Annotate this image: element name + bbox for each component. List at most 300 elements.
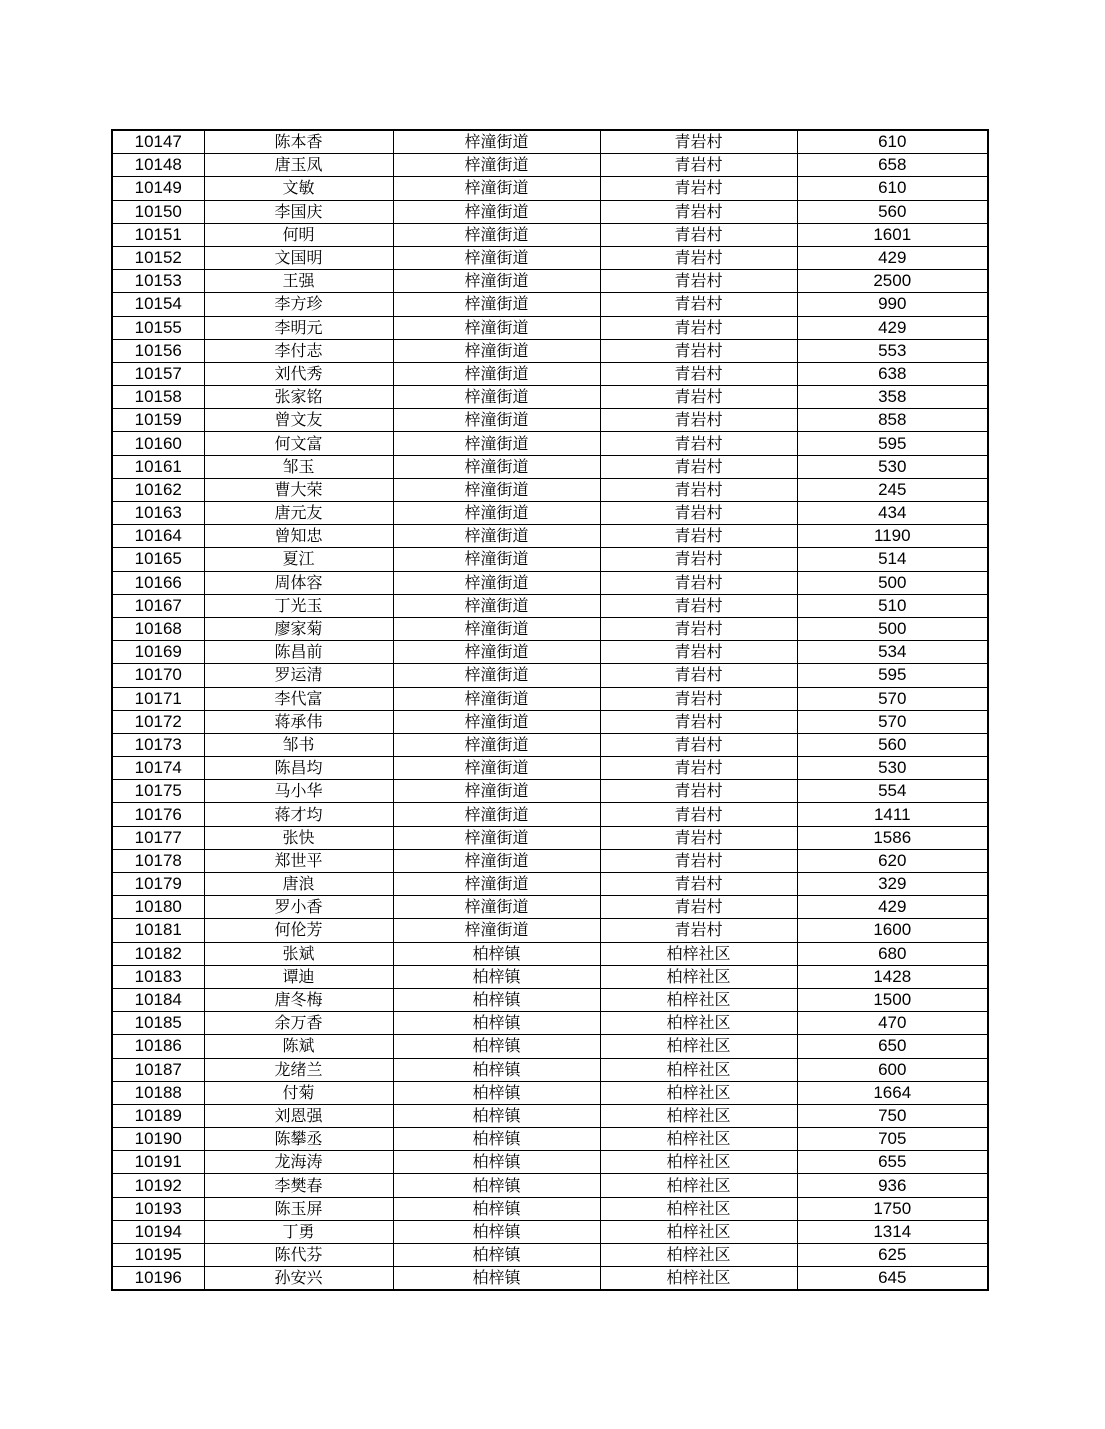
table-row [112, 826, 988, 849]
town-cell: 梓潼街道 [393, 525, 600, 548]
village-cell: 青岩村 [600, 362, 797, 385]
table-row [112, 455, 988, 478]
town-cell: 梓潼街道 [393, 316, 600, 339]
village-cell: 青岩村 [600, 733, 797, 756]
person-name-cell: 何文富 [204, 432, 393, 455]
person-name-cell: 孙安兴 [204, 1267, 393, 1291]
record-id-cell: 10158 [112, 386, 204, 409]
record-id-cell: 10188 [112, 1081, 204, 1104]
table-row [112, 710, 988, 733]
amount-cell: 595 [797, 432, 988, 455]
record-id-cell: 10164 [112, 525, 204, 548]
village-cell: 青岩村 [600, 873, 797, 896]
table-row [112, 1244, 988, 1267]
person-name-cell: 马小华 [204, 780, 393, 803]
person-name-cell: 龙绪兰 [204, 1058, 393, 1081]
record-id-cell: 10185 [112, 1012, 204, 1035]
record-id-cell: 10179 [112, 873, 204, 896]
record-id-cell: 10190 [112, 1128, 204, 1151]
village-cell: 柏梓社区 [600, 1081, 797, 1104]
village-cell: 青岩村 [600, 525, 797, 548]
record-id-cell: 10172 [112, 710, 204, 733]
village-cell: 青岩村 [600, 617, 797, 640]
record-id-cell: 10184 [112, 988, 204, 1011]
amount-cell: 650 [797, 1035, 988, 1058]
town-cell: 梓潼街道 [393, 386, 600, 409]
record-id-cell: 10157 [112, 362, 204, 385]
amount-cell: 625 [797, 1244, 988, 1267]
table-row [112, 548, 988, 571]
person-name-cell: 何伦芳 [204, 919, 393, 942]
village-cell: 青岩村 [600, 687, 797, 710]
table-row [112, 293, 988, 316]
town-cell: 柏梓镇 [393, 1197, 600, 1220]
amount-cell: 329 [797, 873, 988, 896]
person-name-cell: 罗运清 [204, 664, 393, 687]
person-name-cell: 陈本香 [204, 130, 393, 154]
village-cell: 青岩村 [600, 710, 797, 733]
amount-cell: 936 [797, 1174, 988, 1197]
town-cell: 梓潼街道 [393, 687, 600, 710]
town-cell: 柏梓镇 [393, 1151, 600, 1174]
village-cell: 柏梓社区 [600, 988, 797, 1011]
person-name-cell: 余万香 [204, 1012, 393, 1035]
village-cell: 柏梓社区 [600, 1174, 797, 1197]
village-cell: 青岩村 [600, 594, 797, 617]
town-cell: 梓潼街道 [393, 826, 600, 849]
person-name-cell: 刘恩强 [204, 1104, 393, 1127]
table-row [112, 571, 988, 594]
person-name-cell: 李国庆 [204, 200, 393, 223]
town-cell: 柏梓镇 [393, 1174, 600, 1197]
table-row [112, 1197, 988, 1220]
village-cell: 青岩村 [600, 896, 797, 919]
village-cell: 柏梓社区 [600, 1104, 797, 1127]
table-row [112, 1035, 988, 1058]
village-cell: 柏梓社区 [600, 1244, 797, 1267]
amount-cell: 570 [797, 687, 988, 710]
table-row [112, 1151, 988, 1174]
record-id-cell: 10178 [112, 849, 204, 872]
amount-cell: 680 [797, 942, 988, 965]
village-cell: 青岩村 [600, 664, 797, 687]
amount-cell: 1500 [797, 988, 988, 1011]
record-id-cell: 10193 [112, 1197, 204, 1220]
village-cell: 青岩村 [600, 316, 797, 339]
amount-cell: 705 [797, 1128, 988, 1151]
village-cell: 柏梓社区 [600, 1035, 797, 1058]
village-cell: 柏梓社区 [600, 1220, 797, 1243]
village-cell: 青岩村 [600, 919, 797, 942]
amount-cell: 610 [797, 130, 988, 154]
village-cell: 青岩村 [600, 455, 797, 478]
person-name-cell: 陈斌 [204, 1035, 393, 1058]
town-cell: 柏梓镇 [393, 1035, 600, 1058]
person-name-cell: 邹玉 [204, 455, 393, 478]
record-id-cell: 10154 [112, 293, 204, 316]
person-name-cell: 陈玉屏 [204, 1197, 393, 1220]
person-name-cell: 张家铭 [204, 386, 393, 409]
town-cell: 梓潼街道 [393, 571, 600, 594]
person-name-cell: 陈昌均 [204, 757, 393, 780]
town-cell: 梓潼街道 [393, 130, 600, 154]
town-cell: 梓潼街道 [393, 849, 600, 872]
village-cell: 青岩村 [600, 409, 797, 432]
town-cell: 梓潼街道 [393, 362, 600, 385]
amount-cell: 434 [797, 502, 988, 525]
record-id-cell: 10148 [112, 154, 204, 177]
village-cell: 柏梓社区 [600, 1197, 797, 1220]
table-row [112, 339, 988, 362]
amount-cell: 655 [797, 1151, 988, 1174]
person-name-cell: 何明 [204, 223, 393, 246]
village-cell: 青岩村 [600, 502, 797, 525]
village-cell: 柏梓社区 [600, 1058, 797, 1081]
record-id-cell: 10171 [112, 687, 204, 710]
village-cell: 柏梓社区 [600, 1128, 797, 1151]
table-row [112, 1058, 988, 1081]
record-id-cell: 10153 [112, 270, 204, 293]
record-id-cell: 10180 [112, 896, 204, 919]
person-name-cell: 曹大荣 [204, 478, 393, 501]
person-name-cell: 龙海涛 [204, 1151, 393, 1174]
table-row [112, 409, 988, 432]
amount-cell: 553 [797, 339, 988, 362]
record-id-cell: 10155 [112, 316, 204, 339]
record-id-cell: 10168 [112, 617, 204, 640]
town-cell: 柏梓镇 [393, 1220, 600, 1243]
table-row [112, 733, 988, 756]
village-cell: 柏梓社区 [600, 1012, 797, 1035]
record-id-cell: 10162 [112, 478, 204, 501]
record-id-cell: 10191 [112, 1151, 204, 1174]
table-row [112, 988, 988, 1011]
record-id-cell: 10150 [112, 200, 204, 223]
village-cell: 青岩村 [600, 432, 797, 455]
record-id-cell: 10174 [112, 757, 204, 780]
record-id-cell: 10183 [112, 965, 204, 988]
amount-cell: 645 [797, 1267, 988, 1291]
amount-cell: 750 [797, 1104, 988, 1127]
record-id-cell: 10159 [112, 409, 204, 432]
person-name-cell: 陈昌前 [204, 641, 393, 664]
table-row [112, 154, 988, 177]
record-id-cell: 10175 [112, 780, 204, 803]
table-row [112, 896, 988, 919]
record-id-cell: 10149 [112, 177, 204, 200]
amount-cell: 530 [797, 757, 988, 780]
village-cell: 青岩村 [600, 826, 797, 849]
village-cell: 青岩村 [600, 386, 797, 409]
amount-cell: 554 [797, 780, 988, 803]
record-id-cell: 10170 [112, 664, 204, 687]
table-row [112, 1012, 988, 1035]
village-cell: 青岩村 [600, 571, 797, 594]
amount-cell: 358 [797, 386, 988, 409]
amount-cell: 570 [797, 710, 988, 733]
person-name-cell: 丁勇 [204, 1220, 393, 1243]
table-row [112, 1174, 988, 1197]
record-id-cell: 10194 [112, 1220, 204, 1243]
amount-cell: 990 [797, 293, 988, 316]
amount-cell: 610 [797, 177, 988, 200]
record-id-cell: 10147 [112, 130, 204, 154]
town-cell: 柏梓镇 [393, 942, 600, 965]
table-row [112, 664, 988, 687]
town-cell: 梓潼街道 [393, 432, 600, 455]
town-cell: 梓潼街道 [393, 339, 600, 362]
village-cell: 青岩村 [600, 270, 797, 293]
village-cell: 青岩村 [600, 246, 797, 269]
person-name-cell: 陈代芬 [204, 1244, 393, 1267]
person-name-cell: 李樊春 [204, 1174, 393, 1197]
table-row [112, 478, 988, 501]
town-cell: 梓潼街道 [393, 502, 600, 525]
village-cell: 柏梓社区 [600, 942, 797, 965]
record-id-cell: 10161 [112, 455, 204, 478]
person-name-cell: 廖家菊 [204, 617, 393, 640]
table-row [112, 432, 988, 455]
person-name-cell: 文国明 [204, 246, 393, 269]
record-id-cell: 10189 [112, 1104, 204, 1127]
record-id-cell: 10192 [112, 1174, 204, 1197]
town-cell: 梓潼街道 [393, 617, 600, 640]
town-cell: 柏梓镇 [393, 1012, 600, 1035]
person-name-cell: 郑世平 [204, 849, 393, 872]
record-id-cell: 10166 [112, 571, 204, 594]
town-cell: 梓潼街道 [393, 200, 600, 223]
table-row [112, 223, 988, 246]
person-name-cell: 丁光玉 [204, 594, 393, 617]
amount-cell: 245 [797, 478, 988, 501]
table-row [112, 362, 988, 385]
person-name-cell: 付菊 [204, 1081, 393, 1104]
person-name-cell: 罗小香 [204, 896, 393, 919]
record-id-cell: 10176 [112, 803, 204, 826]
town-cell: 梓潼街道 [393, 177, 600, 200]
village-cell: 青岩村 [600, 757, 797, 780]
village-cell: 青岩村 [600, 803, 797, 826]
table-row [112, 1128, 988, 1151]
village-cell: 青岩村 [600, 780, 797, 803]
amount-cell: 1601 [797, 223, 988, 246]
table-row [112, 200, 988, 223]
person-name-cell: 唐浪 [204, 873, 393, 896]
record-id-cell: 10187 [112, 1058, 204, 1081]
town-cell: 柏梓镇 [393, 1104, 600, 1127]
person-name-cell: 唐元友 [204, 502, 393, 525]
table-row [112, 803, 988, 826]
table-row [112, 617, 988, 640]
village-cell: 青岩村 [600, 548, 797, 571]
amount-cell: 530 [797, 455, 988, 478]
person-name-cell: 文敏 [204, 177, 393, 200]
town-cell: 梓潼街道 [393, 246, 600, 269]
table-row [112, 1081, 988, 1104]
town-cell: 梓潼街道 [393, 780, 600, 803]
village-cell: 青岩村 [600, 339, 797, 362]
town-cell: 柏梓镇 [393, 988, 600, 1011]
person-name-cell: 蒋承伟 [204, 710, 393, 733]
table-row [112, 594, 988, 617]
amount-cell: 429 [797, 246, 988, 269]
town-cell: 柏梓镇 [393, 965, 600, 988]
table-row [112, 873, 988, 896]
record-id-cell: 10196 [112, 1267, 204, 1291]
record-id-cell: 10181 [112, 919, 204, 942]
village-cell: 青岩村 [600, 293, 797, 316]
amount-cell: 560 [797, 733, 988, 756]
record-id-cell: 10160 [112, 432, 204, 455]
person-name-cell: 周体容 [204, 571, 393, 594]
town-cell: 梓潼街道 [393, 733, 600, 756]
records-table [111, 129, 989, 1291]
table-row [112, 942, 988, 965]
person-name-cell: 谭迪 [204, 965, 393, 988]
town-cell: 梓潼街道 [393, 594, 600, 617]
amount-cell: 1314 [797, 1220, 988, 1243]
town-cell: 梓潼街道 [393, 548, 600, 571]
record-id-cell: 10186 [112, 1035, 204, 1058]
table-row [112, 270, 988, 293]
amount-cell: 2500 [797, 270, 988, 293]
amount-cell: 1586 [797, 826, 988, 849]
village-cell: 青岩村 [600, 478, 797, 501]
person-name-cell: 张斌 [204, 942, 393, 965]
person-name-cell: 曾文友 [204, 409, 393, 432]
table-row [112, 757, 988, 780]
town-cell: 梓潼街道 [393, 757, 600, 780]
village-cell: 青岩村 [600, 641, 797, 664]
town-cell: 梓潼街道 [393, 919, 600, 942]
table-row [112, 386, 988, 409]
town-cell: 柏梓镇 [393, 1058, 600, 1081]
amount-cell: 500 [797, 571, 988, 594]
record-id-cell: 10151 [112, 223, 204, 246]
amount-cell: 429 [797, 316, 988, 339]
record-id-cell: 10182 [112, 942, 204, 965]
amount-cell: 1190 [797, 525, 988, 548]
person-name-cell: 张快 [204, 826, 393, 849]
record-id-cell: 10163 [112, 502, 204, 525]
town-cell: 梓潼街道 [393, 664, 600, 687]
record-id-cell: 10177 [112, 826, 204, 849]
village-cell: 青岩村 [600, 849, 797, 872]
town-cell: 梓潼街道 [393, 641, 600, 664]
village-cell: 青岩村 [600, 223, 797, 246]
person-name-cell: 曾知忠 [204, 525, 393, 548]
village-cell: 青岩村 [600, 200, 797, 223]
table-row [112, 130, 988, 154]
table-row [112, 1267, 988, 1291]
town-cell: 梓潼街道 [393, 154, 600, 177]
village-cell: 柏梓社区 [600, 965, 797, 988]
person-name-cell: 李付志 [204, 339, 393, 362]
record-id-cell: 10167 [112, 594, 204, 617]
village-cell: 青岩村 [600, 130, 797, 154]
amount-cell: 1411 [797, 803, 988, 826]
town-cell: 梓潼街道 [393, 896, 600, 919]
town-cell: 梓潼街道 [393, 293, 600, 316]
person-name-cell: 蒋才均 [204, 803, 393, 826]
table-row [112, 780, 988, 803]
town-cell: 柏梓镇 [393, 1244, 600, 1267]
record-id-cell: 10195 [112, 1244, 204, 1267]
person-name-cell: 李代富 [204, 687, 393, 710]
person-name-cell: 唐冬梅 [204, 988, 393, 1011]
person-name-cell: 唐玉凤 [204, 154, 393, 177]
record-id-cell: 10165 [112, 548, 204, 571]
amount-cell: 510 [797, 594, 988, 617]
town-cell: 柏梓镇 [393, 1081, 600, 1104]
town-cell: 梓潼街道 [393, 803, 600, 826]
person-name-cell: 李方珍 [204, 293, 393, 316]
town-cell: 柏梓镇 [393, 1267, 600, 1291]
amount-cell: 858 [797, 409, 988, 432]
town-cell: 梓潼街道 [393, 710, 600, 733]
person-name-cell: 陈攀丞 [204, 1128, 393, 1151]
record-id-cell: 10156 [112, 339, 204, 362]
person-name-cell: 王强 [204, 270, 393, 293]
amount-cell: 600 [797, 1058, 988, 1081]
table-row [112, 965, 988, 988]
amount-cell: 429 [797, 896, 988, 919]
table-row [112, 687, 988, 710]
amount-cell: 470 [797, 1012, 988, 1035]
village-cell: 柏梓社区 [600, 1267, 797, 1291]
record-id-cell: 10152 [112, 246, 204, 269]
village-cell: 柏梓社区 [600, 1151, 797, 1174]
amount-cell: 560 [797, 200, 988, 223]
amount-cell: 658 [797, 154, 988, 177]
table-row [112, 1104, 988, 1127]
town-cell: 柏梓镇 [393, 1128, 600, 1151]
table-row [112, 849, 988, 872]
village-cell: 青岩村 [600, 177, 797, 200]
town-cell: 梓潼街道 [393, 223, 600, 246]
amount-cell: 638 [797, 362, 988, 385]
town-cell: 梓潼街道 [393, 409, 600, 432]
town-cell: 梓潼街道 [393, 455, 600, 478]
town-cell: 梓潼街道 [393, 270, 600, 293]
person-name-cell: 刘代秀 [204, 362, 393, 385]
amount-cell: 1664 [797, 1081, 988, 1104]
person-name-cell: 邹书 [204, 733, 393, 756]
amount-cell: 514 [797, 548, 988, 571]
amount-cell: 500 [797, 617, 988, 640]
table-row [112, 525, 988, 548]
person-name-cell: 夏江 [204, 548, 393, 571]
village-cell: 青岩村 [600, 154, 797, 177]
records-table-body [112, 130, 988, 1290]
town-cell: 梓潼街道 [393, 478, 600, 501]
amount-cell: 1750 [797, 1197, 988, 1220]
amount-cell: 1600 [797, 919, 988, 942]
table-row [112, 919, 988, 942]
table-row [112, 641, 988, 664]
amount-cell: 534 [797, 641, 988, 664]
table-row [112, 1220, 988, 1243]
town-cell: 梓潼街道 [393, 873, 600, 896]
amount-cell: 595 [797, 664, 988, 687]
record-id-cell: 10173 [112, 733, 204, 756]
table-row [112, 177, 988, 200]
table-row [112, 316, 988, 339]
person-name-cell: 李明元 [204, 316, 393, 339]
table-row [112, 502, 988, 525]
record-id-cell: 10169 [112, 641, 204, 664]
table-row [112, 246, 988, 269]
